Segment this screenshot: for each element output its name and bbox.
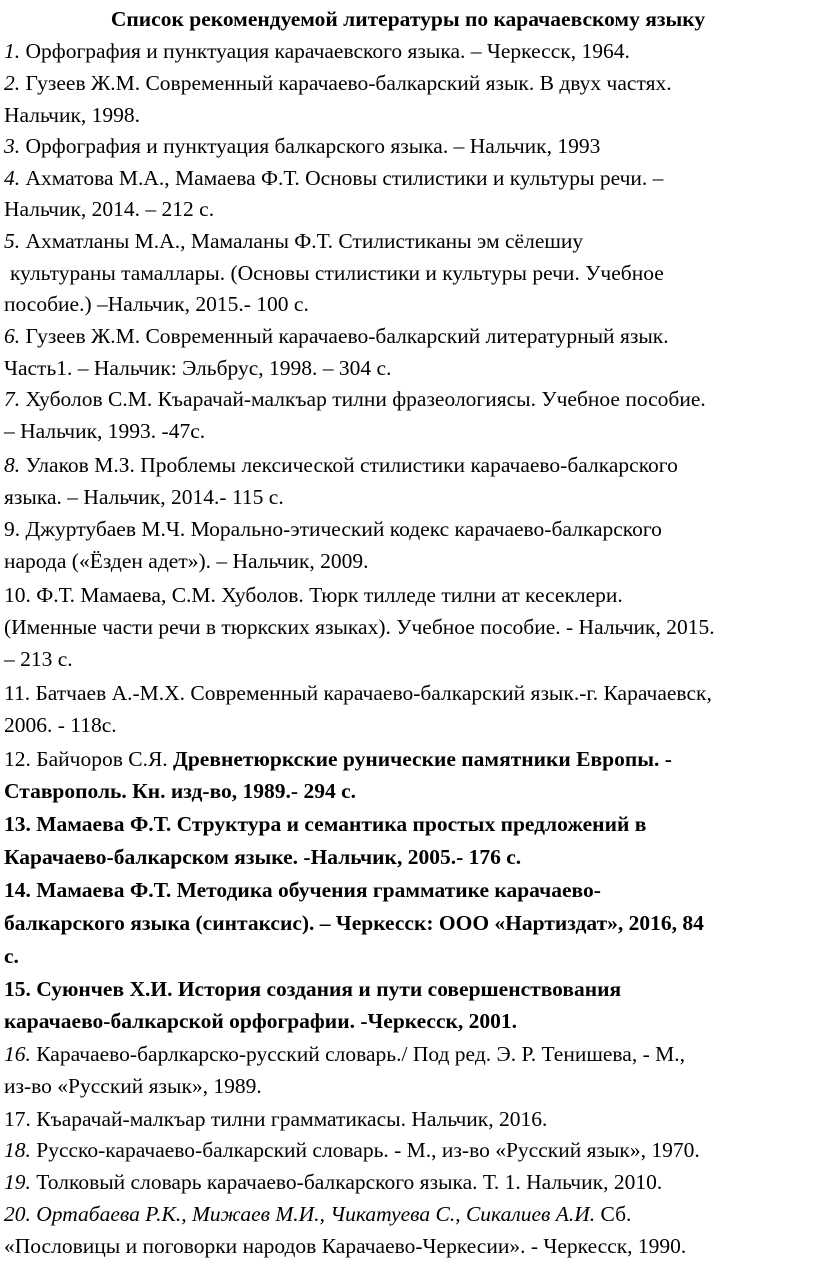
item-number: 7. (4, 387, 21, 411)
item-number: 3. (4, 134, 21, 158)
list-item-11: 11. Батчаев А.-М.Х. Современный карачаево-балкарский язык.-г. Карачаевск, (4, 681, 712, 705)
item-number: 4. (4, 166, 21, 190)
list-item-6-cont: Часть1. – Нальчик: Эльбрус, 1998. – 304 с. (4, 356, 392, 380)
list-item-17: 17. Къарачай-малкъар тилни грамматикасы. Нальчик, 2016. (4, 1107, 548, 1131)
item-number: 16. (4, 1042, 31, 1066)
item-number: 8. (4, 453, 21, 477)
list-item-16-cont: из-во «Русский язык», 1989. (4, 1074, 262, 1098)
list-item-10: 10. Ф.Т. Мамаева, С.М. Хуболов. Тюрк тилледе тилни ат кесеклери. (4, 583, 623, 607)
list-item-11-cont: 2006. - 118с. (4, 713, 117, 737)
item-number: 6. (4, 324, 21, 348)
list-item-1: 1. Орфография и пунктуация карачаевского языка. – Черкесск, 1964. (4, 39, 630, 63)
list-item-16: 16. Карачаево-барлкарско-русский словарь./ Под ред. Э. Р. Тенишева, - М., (4, 1042, 685, 1066)
list-item-3: 3. Орфография и пунктуация балкарского языка. – Нальчик, 1993 (4, 134, 601, 158)
list-item-13: 13. Мамаева Ф.Т. Структура и семантика простых предложений в (4, 812, 647, 836)
item-number: 2. (4, 71, 21, 95)
list-item-8-cont: языка. – Нальчик, 2014.- 115 с. (4, 485, 284, 509)
item-number: 18. (4, 1138, 31, 1162)
item-number: 1. (4, 39, 21, 63)
list-item-6: 6. Гузеев Ж.М. Современный карачаево-балкарский литературный язык. (4, 324, 669, 348)
list-item-7: 7. Хуболов С.М. Къарачай-малкъар тилни фразеологиясы. Учебное пособие. (4, 387, 706, 411)
list-item-15: 15. Суюнчев Х.И. История создания и пути совершенствования (4, 977, 622, 1001)
list-item-14-cont2: с. (4, 944, 19, 968)
list-item-7-cont: – Нальчик, 1993. -47с. (4, 419, 206, 443)
list-item-15-cont: карачаево-балкарской орфографии. -Черкесск, 2001. (4, 1009, 518, 1033)
list-item-10-cont: (Именные части речи в тюркских языках). Учебное пособие. - Нальчик, 2015. (4, 615, 715, 639)
list-item-13-cont: Карачаево-балкарском языке. -Нальчик, 2005.- 176 с. (4, 845, 522, 869)
list-item-4-cont: Нальчик, 2014. – 212 с. (4, 197, 215, 221)
page-title: Список рекомендуемой литературы по карачаевскому языку (110, 7, 706, 31)
list-item-2-cont: Нальчик, 1998. (4, 103, 141, 127)
list-item-9: 9. Джуртубаев М.Ч. Морально-этический кодекс карачаево-балкарского (4, 517, 662, 541)
list-item-14: 14. Мамаева Ф.Т. Методика обучения грамматике карачаево- (4, 878, 601, 902)
list-item-14-cont: балкарского языка (синтаксис). – Черкесск: ООО «Нартиздат», 2016, 84 (4, 911, 704, 935)
list-item-5: 5. Ахматланы М.А., Мамаланы Ф.Т. Стилистиканы эм сёлешиу (4, 229, 584, 253)
list-item-5-cont2: пособие.) –Нальчик, 2015.- 100 с. (4, 292, 309, 316)
list-item-12: 12. Байчоров С.Я. Древнетюркские рунические памятники Европы. - (4, 747, 672, 771)
list-item-10-cont2: – 213 с. (4, 647, 73, 671)
list-item-8: 8. Улаков М.З. Проблемы лексической стилистики карачаево-балкарского (4, 453, 678, 477)
list-item-9-cont: народа («Ёзден адет»). – Нальчик, 2009. (4, 549, 369, 573)
item-number: 20. (4, 1202, 31, 1226)
list-item-5-cont: культураны тамаллары. (Основы стилистики и культуры речи. Учебное (10, 261, 664, 285)
list-item-18: 18. Русско-карачаево-балкарский словарь. - М., из-во «Русский язык», 1970. (4, 1138, 700, 1162)
item-number: 5. (4, 229, 21, 253)
item-number: 19. (4, 1170, 31, 1194)
list-item-2: 2. Гузеев Ж.М. Современный карачаево-балкарский язык. В двух частях. (4, 71, 672, 95)
list-item-20: 20. Ортабаева Р.К., Мижаев М.И., Чикатуева С., Сикалиев А.И. Сб. (4, 1202, 632, 1226)
list-item-4: 4. Ахматова М.А., Мамаева Ф.Т. Основы стилистики и культуры речи. – (4, 166, 664, 190)
list-item-12-cont: Ставрополь. Кн. изд-во, 1989.- 294 с. (4, 779, 356, 803)
list-item-19: 19. Толковый словарь карачаево-балкарского языка. Т. 1. Нальчик, 2010. (4, 1170, 663, 1194)
list-item-20-cont: «Пословицы и поговорки народов Карачаево-Черкесии». - Черкесск, 1990. (4, 1234, 687, 1258)
